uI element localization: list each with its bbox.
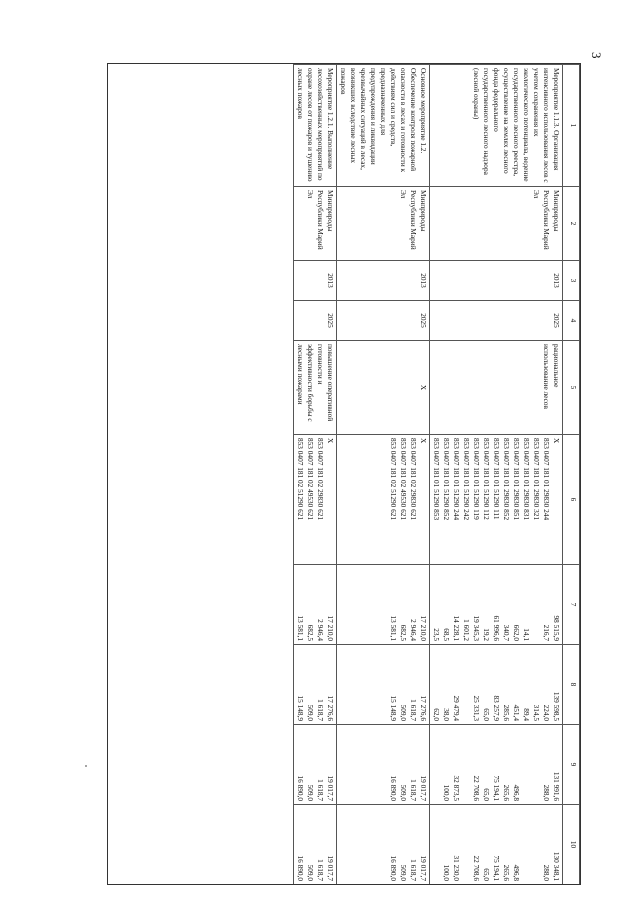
cell-line: 61 996,6 [492,615,501,641]
table-row [294,65,337,885]
cell-line: 853 0407 181 01 51290 119 [472,438,481,520]
cell-line: 130 348,1 [552,851,561,881]
cell-line: 19 017,7 [326,775,335,801]
cell-line: 1 618,7 [409,699,418,721]
cell-line [461,648,471,721]
cell-line: 509,0 [399,784,408,801]
cell-line: 89,4 [522,708,531,721]
header-cell: 1 [563,65,580,187]
cell-line: 1 601,2 [462,619,471,641]
cell-text: рациональное использование лесов [542,344,561,409]
cell-line: 265,6 [502,864,511,881]
cell-line: 131 991,6 [552,771,561,801]
cell-line: 853 0407 181 02 29830 621 [409,438,418,521]
header-cell: 3 [563,261,580,301]
header-cell: 5 [563,341,580,435]
rotated-table-container [108,64,580,884]
table-cell-col8 [430,645,563,725]
cell-line: 19 345,3 [472,615,481,641]
cell-line: 509,0 [399,704,408,721]
cell-line: 496,8 [512,784,521,801]
cell-line: 62,0 [432,708,441,721]
header-cell: 2 [563,187,580,261]
cell-line: 853 0407 181 01 29830 321 [532,438,541,521]
cell-line: 100,0 [442,864,451,881]
cell-line: 509,0 [306,784,315,801]
cell-line: 16 890,0 [389,855,398,881]
cell-line: 662,0 [512,624,521,641]
cell-text: Мероприятие 1.2.1. Выполнение лесохозяйственных мероприятий по охране лесов от пожаров и тушению лесных пожаров [296,68,335,182]
cell-line: 853 0407 181 02 49530 621 [399,438,408,521]
cell-line: 853 0407 181 01 29830 244 [542,438,551,521]
cell-line: 65,0 [482,788,491,801]
cell-line: 139 598,5 [552,691,561,721]
cell-line: 17 276,6 [326,695,335,721]
cell-text: Минприроды Республики Марий Эл [532,190,561,250]
cell-line: 65,0 [482,708,491,721]
table-cell-col9 [337,725,430,805]
cell-line: 265,6 [502,784,511,801]
table-cell-col5 [430,341,563,435]
cell-line: 19 017,7 [326,855,335,881]
table-cell-col6 [430,435,563,565]
table-cell-col10 [337,805,430,885]
table-cell-col1 [430,65,563,187]
cell-line: 98 515,9 [552,615,561,641]
cell-line: X [326,438,335,444]
table-cell-col3 [294,261,337,301]
cell-line: 25 331,3 [472,695,481,721]
cell-line: X [419,438,428,444]
cell-line: 509,0 [306,864,315,881]
table-cell-col4 [294,301,337,341]
cell-line: 14,1 [522,628,531,641]
budget-table [293,64,580,885]
cell-line: 853 0407 181 02 51290 621 [389,438,398,521]
cell-line: 216,7 [542,624,551,641]
cell-line: 83 257,9 [492,695,501,721]
cell-line: 1 618,7 [316,779,325,801]
cell-line: 68,5 [442,628,451,641]
cell-line: 16 890,0 [296,775,305,801]
table-cell-col7 [337,565,430,645]
cell-line: 17 210,0 [419,615,428,641]
table-cell-col9 [294,725,337,805]
table-cell-col4 [337,301,430,341]
table-cell-col6 [337,435,430,565]
cell-text: 2025 [419,313,428,328]
cell-line: 15 148,9 [389,695,398,721]
table-cell-col3 [430,261,563,301]
cell-line [431,728,441,801]
cell-text: Основное мероприятие 1.2. Обеспечение контроля пожарной опасности в лесах и готовности к действиям сил и средств, предназначенных для предупреждения и ликвидации чрезвычайных ситуаций в лесах, возникших вследствие лесных пожаров [339,68,428,173]
cell-line: 1 618,7 [316,699,325,721]
cell-line [431,808,441,881]
cell-line: 23,5 [432,628,441,641]
cell-text: 2025 [552,313,561,328]
cell-text: Минприроды Республики Марий Эл [306,190,335,250]
table-cell-col1 [337,65,430,187]
cell-line: 65,0 [482,868,491,881]
page-number: 3 [589,52,604,59]
cell-line: 38,0 [442,708,451,721]
header-cell: 4 [563,301,580,341]
table-cell-col5 [337,341,430,435]
cell-line: 451,4 [512,704,521,721]
cell-line [531,728,541,801]
scan-speck [85,765,87,767]
cell-line: 224,0 [542,704,551,721]
cell-line: 853 0407 181 02 51290 621 [296,438,305,521]
table-cell-col5 [294,341,337,435]
cell-line: 2 946,4 [316,619,325,641]
cell-line: 853 0407 181 02 29830 621 [316,438,325,521]
cell-line: 853 0407 181 02 49530 621 [306,438,315,521]
cell-text: 2013 [419,273,428,288]
cell-line: 14 228,1 [452,615,461,641]
cell-text: 2013 [552,273,561,288]
cell-line: 17 276,6 [419,695,428,721]
cell-line: 853 0407 181 01 29830 831 [522,438,531,521]
cell-line [521,728,531,801]
cell-line: 19 017,7 [419,775,428,801]
table-cell-col6 [294,435,337,565]
header-cell: 10 [563,805,580,885]
cell-line: 75 194,1 [492,855,501,881]
cell-line: 314,5 [532,704,541,721]
table-cell-col1 [294,65,337,187]
table-cell-col10 [430,805,563,885]
cell-line: 100,0 [442,784,451,801]
cell-line: 1 618,7 [409,859,418,881]
cell-line: 509,0 [399,864,408,881]
cell-line: 853 0407 181 01 51290 111 [492,438,501,520]
cell-line: 853 0407 181 01 29830 851 [512,438,521,521]
cell-line: X [552,438,561,444]
table-row [337,65,430,885]
cell-line: 853 0407 181 01 51290 853 [432,438,441,521]
cell-line: 682,5 [306,624,315,641]
cell-line: 853 0407 181 01 51290 852 [442,438,451,521]
cell-line: 496,8 [512,864,521,881]
cell-line: 16 890,0 [296,855,305,881]
cell-line: 31 230,0 [452,855,461,881]
cell-line: 32 873,5 [452,775,461,801]
table-cell-col2 [294,187,337,261]
table-cell-col8 [294,645,337,725]
cell-line: 853 0407 181 01 51290 244 [452,438,461,521]
cell-text: Мероприятие 1.1.3. Организация интенсивного использования лесов с учетом сохранения их экологического потенциала, ведение государственного лесного реестра, осуществление на землях лесного фонда федерального государственного лесного надзора (лесной охраны) [472,68,561,183]
cell-line: 29 479,4 [452,695,461,721]
table-frame [107,63,581,885]
cell-line: 285,6 [502,704,511,721]
cell-text: Минприроды Республики Марий Эл [399,190,428,250]
cell-line: 22 708,6 [472,855,481,881]
cell-line: 1 618,7 [316,859,325,881]
cell-line: 22 708,6 [472,775,481,801]
cell-line: 13 581,1 [389,615,398,641]
cell-line: 15 148,9 [296,695,305,721]
cell-line: 13 581,1 [296,615,305,641]
table-cell-col7 [294,565,337,645]
table-row [430,65,563,885]
table-cell-col7 [430,565,563,645]
cell-line: 16 890,0 [389,775,398,801]
cell-line: 853 0407 181 01 51290 242 [462,438,471,521]
table-cell-col4 [430,301,563,341]
table-cell-col9 [430,725,563,805]
header-cell: 9 [563,725,580,805]
table-cell-col2 [337,187,430,261]
cell-text: повышение оперативной готовности и эффективности борьбы с лесными пожарами [296,344,335,422]
cell-line [461,808,471,881]
cell-line [531,568,541,641]
cell-line: 2 946,4 [409,619,418,641]
table-cell-col3 [337,261,430,301]
cell-line: 682,5 [399,624,408,641]
cell-line: 288,0 [542,864,551,881]
header-cell: 7 [563,565,580,645]
cell-text: 2025 [326,313,335,328]
cell-line [531,808,541,881]
cell-line: 75 194,1 [492,775,501,801]
cell-text: X [419,384,428,391]
cell-text: 2013 [326,273,335,288]
cell-line [461,728,471,801]
header-row [563,65,580,885]
cell-line: 1 618,7 [409,779,418,801]
cell-line: 19,2 [482,628,491,641]
cell-line: 509,0 [306,704,315,721]
header-cell: 6 [563,435,580,565]
table-cell-col2 [430,187,563,261]
cell-line: 853 0407 181 01 29830 852 [502,438,511,521]
cell-line: 288,0 [542,784,551,801]
header-cell: 8 [563,645,580,725]
table-cell-col10 [294,805,337,885]
cell-line: 17 210,0 [326,615,335,641]
table-cell-col8 [337,645,430,725]
cell-line: 19 017,7 [419,855,428,881]
cell-line: 340,7 [502,624,511,641]
cell-line [521,808,531,881]
cell-line: 853 0407 181 01 51290 112 [482,438,491,520]
